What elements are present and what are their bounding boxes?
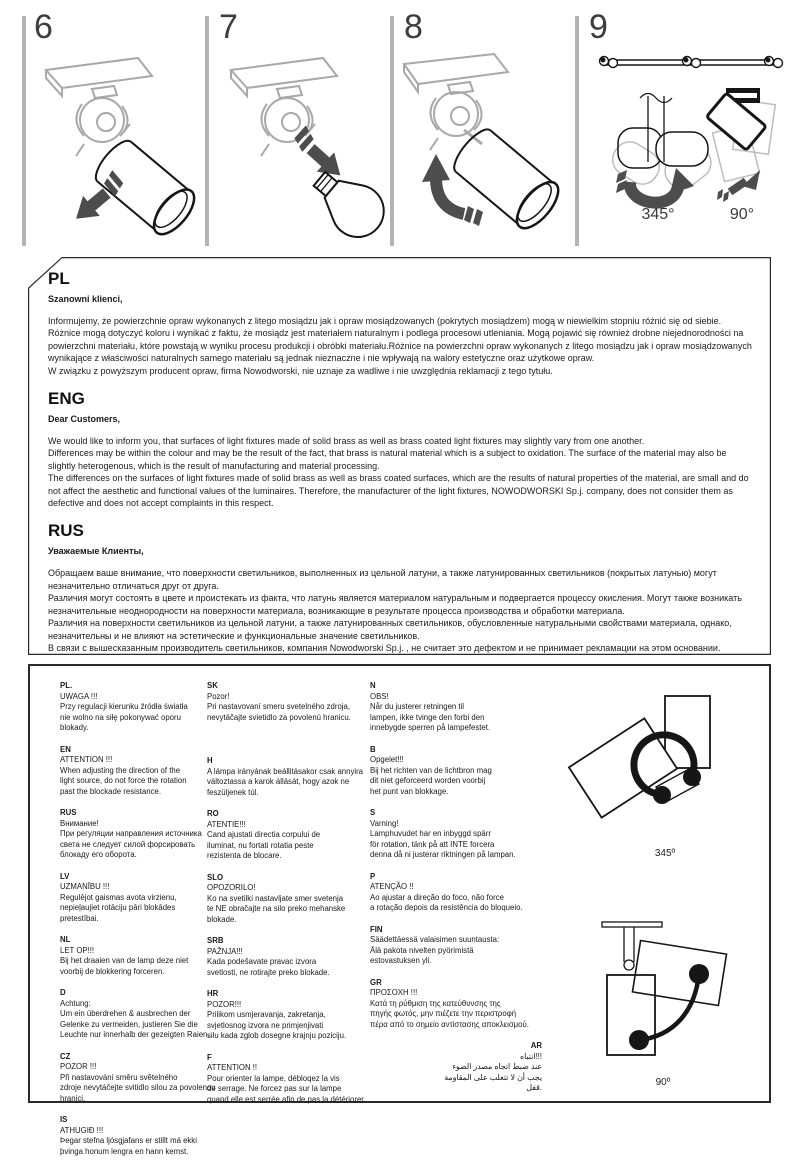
warning-text-line: te NE obračajte na silo preko mehanske (207, 904, 346, 913)
warning-text-line: dit niet geforceerd worden voorbij (370, 776, 486, 785)
greeting-line: Уважаемые Клиенты, (48, 546, 144, 557)
warning-block-cz (60, 1051, 216, 1105)
language-code: SLO (207, 872, 224, 882)
warning-text-line: voorbij de blokkering forceren. (60, 966, 165, 976)
tilt-rotation-diagram (706, 88, 775, 182)
warning-text-line: света не следует силой форсировать (60, 839, 196, 849)
brass-notice-box (28, 257, 771, 655)
warning-text-line: Regulējot gaismas avota virzienu, (60, 892, 177, 902)
warning-text-line: Säädettäessä valaisimen suuntausta: (370, 935, 500, 944)
notice-paragraph: Различия могут состоять в цвете и проистекать из факта, что латунь является материалом натуральным и подвергается процессу окисления. Могут также возникать незначительные неоднородности на поверхности материала, возникающие в результате процесса производства и обработки материала. (48, 593, 742, 616)
warning-block-f (207, 1053, 365, 1106)
notice-paragraph: Informujemy, że powierzchnie opraw wykonanych z litego mosiądzu jak i opraw mosiądzowanych (pokrytych mosiądzem) mogą w niewielkim stopniu różnić się od siebie. (48, 316, 722, 326)
language-code: H (207, 756, 213, 765)
warning-text-line: lampen, ikke tvinge den forbi den (370, 712, 485, 722)
warning-text-line: ATENÇÃO !! (370, 882, 414, 891)
warning-text-line: svjetlosnog izvora ne primjenjivati (207, 1020, 324, 1030)
warning-block-is (60, 1115, 208, 1157)
warning-text-line: UWAGA !!! (60, 691, 98, 701)
warning-text-line: OBS! (370, 691, 389, 701)
warning-text-line: A lámpa irányának beállitásakor csak annyira (207, 766, 364, 776)
warning-text-line: Gelenke zu vermeiden, justieren Sie die (60, 1019, 198, 1029)
notice-content (28, 257, 771, 655)
notice-paragraph: We would like to inform you, that surfaces of light fixtures made of solid brass as well as brass coated light fixtures may slightly vary from one another. (48, 436, 645, 447)
warning-text-line: feszüljenek túl. (207, 787, 259, 797)
tilt-90-diagram (595, 914, 765, 1074)
language-code: GR (370, 977, 382, 987)
warning-text-line: PAŽNJA!!! (207, 946, 243, 956)
pan-figure-label: 345º (654, 848, 676, 859)
warning-block-h (207, 756, 365, 798)
warning-text-line: blokade. (207, 914, 237, 924)
step9-rotation-figure (592, 48, 787, 208)
warning-text-line: Når du justerer retningen til (370, 702, 465, 711)
warning-text-line: ATHUGIÐ !!! (60, 1125, 104, 1135)
notice-paragraph: Различия на поверхности светильников из цельной латуни, а также латунированных светильников, обусловленные натуральными свойствами материала, однако, незначительны и не влияют на эстетические и функциональные значение светильников. (48, 618, 732, 641)
warning-text-line: zdroje nevytáčejte svitidlo silou za povolenou (60, 1083, 216, 1092)
warning-text-line: Przy regulacji kierunku źródła światła (60, 702, 188, 711)
pivot-dot (683, 768, 701, 786)
warning-text-line: innebygde sperren på lampefestet. (370, 723, 491, 732)
language-code: CZ (60, 1051, 71, 1061)
warning-text-line: de serrage. Ne forcez pas sur la lampe (207, 1084, 342, 1093)
warning-text-line: Cand ajustati directia corpului de (207, 830, 321, 839)
step8-attach-shade-figure (398, 50, 573, 245)
warning-text-line: Lamphuvudet har en inbyggd spärr (370, 829, 491, 838)
warning-text-line: változtassa a karok állását, hogy azok ne (207, 777, 350, 786)
panel-divider (575, 16, 579, 246)
warning-block-rus (60, 808, 208, 861)
warning-text-line: Pri nastavovaní smeru svetelného zdroja, (207, 702, 351, 711)
warning-text-line: Kada podešavate pravac izvora (207, 957, 317, 966)
greeting-line: Szanowni klienci, (48, 294, 123, 304)
warning-text-line: блокаду его оборота. (60, 850, 137, 859)
panel-divider (22, 16, 26, 246)
language-code: B (370, 744, 376, 754)
warning-text-line: .قفل (526, 1083, 542, 1092)
warning-column-2 (207, 681, 365, 1116)
step-number-8: 8 (404, 8, 423, 46)
notice-paragraph: The differences on the surfaces of light fixtures made of solid brass as well as brass coated surfaces, which are the results of natural properties of the material, are small and do not affect the aesthetic and functional values of the luminaires. Therefore, the manufacturer of the light fixtures, NOWODWORSKI Sp.j. company, does not consider them as defective and does not accept complaints in this respect. (48, 473, 749, 509)
warning-text-line: ATENTIE!!! (207, 819, 246, 829)
warning-text-line: Bij het draaien van de lamp deze niet (60, 956, 189, 965)
language-code: N (370, 681, 376, 690)
warning-text-line: estovastuksen yli. (370, 956, 432, 965)
pan-345-arrow-icon (616, 168, 694, 203)
step-number-9: 9 (589, 8, 608, 46)
language-code: RUS (60, 808, 77, 817)
language-code: PL (48, 269, 70, 288)
pan-345-diagram (568, 684, 768, 844)
warning-block-p (370, 872, 542, 914)
adjustment-warning-box (28, 664, 771, 1156)
warning-text-line: iluminat, nu fortati rotatia peste (207, 840, 314, 850)
warning-text-line: ΠΡΟΣΟΧΗ !!! (370, 988, 418, 997)
warning-text-line: Um ein überdrehen & ausbrechen der (60, 1009, 191, 1018)
warning-text-line: Při nastavování směru světelného (60, 1072, 178, 1082)
notice-paragraph: Обращаем ваше внимание, что поверхности светильников, выполненных из цельной латуни, а также латунированных светильников (покрытых латунью) могут незначительно отличаться друг от друга. (48, 568, 717, 591)
warning-text-line: POZOR !!! (60, 1062, 97, 1071)
warning-block-n (370, 681, 542, 734)
warning-text-line: ATTENTION !! (207, 1063, 258, 1072)
warning-text-line: Κατά τη ρύθμιση της κατεύθυνσης της (370, 998, 501, 1008)
warning-block-gr (370, 978, 542, 1031)
warning-text-line: Pozor! (207, 691, 230, 701)
pan-rotation-diagram (607, 94, 718, 196)
pull-direction-arrow-icon (288, 126, 350, 186)
notice-paragraph: В связи с вышесказанным производитель светильников, компания Nowodworski Sp.j. , не считает это дефектом и не принимает рекламации на этом основании. (48, 642, 721, 653)
step7-remove-bulb-figure (221, 52, 391, 242)
warning-block-srb (207, 936, 365, 978)
language-code: FIN (370, 924, 383, 934)
notice-section-pl (48, 269, 753, 377)
language-code: LV (60, 871, 70, 881)
warning-block-slo (207, 873, 365, 926)
warning-text-line: Ao ajustar a direção do foco, não force (370, 892, 504, 902)
warning-column-3 (370, 681, 542, 1105)
warning-text-line: quand elle est serrée afin de pas la détériorer. (207, 1094, 366, 1104)
warning-text-line: a rotação depois da resistência do bloqueio. (370, 903, 523, 912)
warning-text-line: denna då ni justerar riktningen på lampan. (370, 850, 516, 859)
warning-block-lv (60, 872, 208, 925)
warning-block-b (370, 745, 542, 798)
tilt-figure-label: 90º (655, 1077, 671, 1088)
language-code: D (60, 988, 66, 997)
rotation-arc (639, 974, 699, 1040)
warning-text-line: pretestībai. (60, 913, 99, 923)
language-code: S (370, 808, 376, 817)
language-code: P (370, 871, 376, 881)
warning-text-line: hranici. (60, 1093, 86, 1103)
greeting-line: Dear Customers, (48, 414, 121, 425)
language-code: EN (60, 744, 71, 754)
warning-block-d (60, 988, 208, 1041)
warning-text-line: OPOZORILO! (207, 883, 256, 892)
notice-paragraph: Differences may be within the colour and may be the result of the fact, that brass is natural material which is a subject to oxidation. The surface of the material may also be slightly heterogenous, which is the result of manufacturing and material processing. (48, 448, 727, 471)
step6-remove-shade-figure (36, 52, 206, 242)
warning-block-ro (207, 809, 365, 862)
language-code: SRB (207, 936, 224, 945)
language-code: AR (530, 1041, 542, 1050)
warning-text-line: ATTENTION !!! (60, 755, 113, 764)
warning-text-line: Prilikom usmjeravanja, zakretanja, (207, 1010, 326, 1019)
warning-text-line: Achtung: (60, 998, 91, 1008)
step-number-7: 7 (219, 8, 238, 46)
notice-section-rus (48, 521, 753, 654)
language-code: SK (207, 681, 218, 690)
notice-paragraph: Różnice mogą dotyczyć koloru i wynikać z faktu, że mosiądz jest materiałem naturalnym i podlega procesowi utleniania. Mogą pojawić się również drobne niejednorodności na powierzchni materiału, które powstają w wyniku procesu produkcji i obróbki materiału.Różnice na powierzchni opraw wykonanych z litego mosiądzu jak i opraw mosiądzowanych wynikające z właściwości naturalnych samego materiału są jednak nieznaczne i nie wpływają na walory estetyczne oraz użytkowe opraw. (48, 328, 752, 364)
notice-section-eng (48, 389, 753, 509)
warning-text-line: LET OP!!! (60, 945, 95, 955)
warning-text-line: πηγής φωτός, μην πιέζετε την περιστροφή (370, 1009, 517, 1018)
push-up-arrow-icon (422, 154, 483, 226)
warning-text-line: عند ضبط اتجاه مصدر الضوء (452, 1062, 542, 1071)
warning-text-line: Þegar stefna ljósgjafans er stillt má ekki (60, 1136, 197, 1145)
language-code: IS (60, 1115, 68, 1124)
language-code: ENG (48, 389, 85, 409)
warning-block-s (370, 808, 542, 861)
warning-text-line: nie wolno na siłę pokonywać oporu (60, 712, 181, 722)
warning-text-line: !!!انتباه (519, 1051, 542, 1061)
pivot-dot (653, 786, 671, 804)
warning-text-line: Внимание! (60, 818, 99, 828)
language-code: PL. (60, 681, 73, 690)
warning-text-line: för rotation, tänk på att INTE forcera (370, 839, 495, 849)
warning-text-line: Varning! (370, 818, 399, 828)
warning-text-line: πέρα από το σημείο αντίστασης αποκλεισμού. (370, 1019, 529, 1029)
pan-degree-label: 345° (641, 206, 675, 223)
warning-text-line: UZMANĪBU !!! (60, 882, 110, 891)
warning-text-line: svetlosti, ne rotirajte preko blokade. (207, 967, 330, 977)
language-code: NL (60, 935, 71, 944)
warning-text-line: Opgelet!!! (370, 755, 404, 764)
warning-block-hr (207, 989, 365, 1042)
language-code: F (207, 1052, 212, 1062)
warning-text-line: When adjusting the direction of the (60, 765, 181, 775)
language-code: RO (207, 809, 219, 818)
language-code: HR (207, 989, 219, 998)
warning-text-line: nepieļaujiet rotāciju pāri blokādes (60, 903, 176, 912)
warning-text-line: rezistenta de blocare. (207, 851, 282, 860)
warning-block-ar (370, 1041, 542, 1094)
step-number-6: 6 (34, 8, 53, 46)
warning-block-en (60, 745, 208, 798)
pivot-dot (689, 964, 709, 984)
warning-text-line: POZOR!!! (207, 999, 242, 1009)
warning-text-line: Leuchte nur innerhalb der gezeigten Raien. (60, 1030, 210, 1039)
warning-text-line: nevytáčajte svietidlo za povolenú hranicu. (207, 712, 351, 722)
warning-text-line: blokady. (60, 723, 89, 732)
warning-block-sk (207, 681, 365, 723)
warning-text-line: silu kada zglob dosegne krajnju poziciju. (207, 1031, 347, 1040)
warning-text-line: Ko na svetilki nastavljate smer svetenja (207, 893, 344, 903)
notice-paragraph: W związku z powyższym producent opraw, firma Nowodworski, nie uznaje za wadliwe i nie uwzględnia reklamacji z tego tytułu. (48, 365, 553, 376)
warning-text-line: light source, do not force the rotation (60, 776, 187, 785)
tilt-degree-label: 90° (729, 206, 755, 223)
warning-text-line: Pour orienter la lampe, débloqez la vis (207, 1073, 340, 1083)
warning-text-line: þvinga honum lengra en hann kemst. (60, 1146, 189, 1156)
pivot-dot (629, 1030, 649, 1050)
warning-text-line: past the blockade resistance. (60, 786, 161, 796)
warning-text-line: При регуляции направления источника (60, 829, 202, 838)
warning-text-line: Bij het richten van de lichtbron mag (370, 765, 492, 775)
warning-text-line: يجب أن لا تتغلب على المقاومة (444, 1072, 542, 1082)
warning-block-nl (60, 935, 208, 977)
warning-text-line: Älä pakota nivelten pyörimistä (370, 945, 474, 955)
language-code: RUS (48, 521, 84, 541)
warning-block-fin (370, 925, 542, 967)
warning-block-pl (60, 681, 208, 734)
track-spotlights (600, 57, 783, 68)
warning-text-line: het punt van blokkage. (370, 786, 449, 796)
